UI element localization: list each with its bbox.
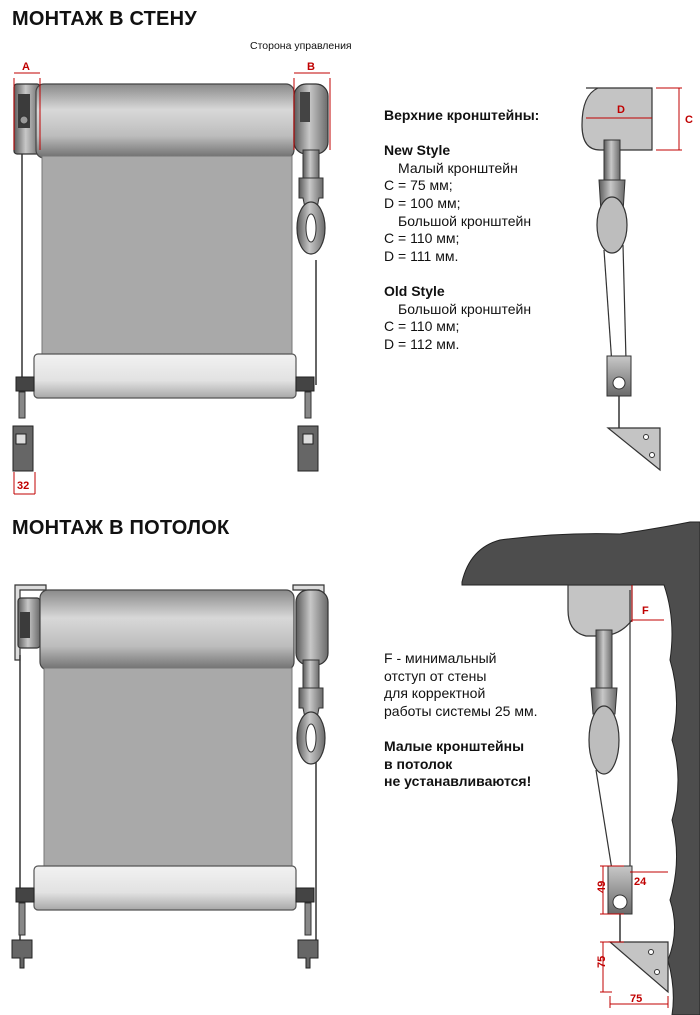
warning-line-2: в потолок [384, 755, 453, 772]
warning-line-1: Малые кронштейны [384, 738, 525, 754]
dim-75-vertical: 75 [596, 955, 608, 968]
ceiling-wall-section [462, 522, 700, 1015]
new-small-c: C = 75 мм; [384, 177, 453, 194]
brackets-heading: Верхние кронштейны: [384, 107, 540, 123]
warning-line-3: не устанавливаются! [384, 773, 532, 790]
new-style-label: New Style [384, 142, 451, 159]
ceiling-control-mechanism [296, 590, 328, 665]
f-note-line-3: для корректной [384, 685, 486, 702]
f-note-line-4: работы системы 25 мм. [384, 702, 538, 719]
control-mechanism [294, 84, 328, 154]
old-style-label: Old Style [384, 282, 445, 299]
old-large-d: D = 112 мм. [384, 335, 460, 352]
wall-mount-blind [13, 84, 328, 471]
left-lower-clip [13, 426, 33, 471]
ceiling-roller-tube [40, 590, 294, 670]
ceiling-blind-fabric [44, 668, 292, 868]
new-large-c: C = 110 мм; [384, 230, 460, 247]
control-side-label: Сторона управления [250, 40, 352, 52]
dim-d: D [617, 104, 625, 116]
ceiling-mount-blind [12, 585, 328, 968]
dim-24: 24 [634, 876, 647, 888]
left-floor-clip [12, 940, 32, 968]
f-note-line-1: F - минимальный [384, 650, 497, 666]
right-floor-clip [298, 940, 318, 968]
new-small-d: D = 100 мм; [384, 194, 461, 211]
dim-49: 49 [596, 880, 608, 893]
ceiling-bottom-bar [34, 866, 296, 910]
new-large-d: D = 111 мм. [384, 247, 459, 264]
old-large-bracket: Большой кронштейн [398, 300, 532, 317]
dim-32: 32 [17, 480, 30, 492]
dim-c: C [685, 114, 693, 126]
blind-fabric [42, 156, 292, 356]
dim-a: A [22, 61, 30, 73]
dim-75-horizontal: 75 [630, 993, 643, 1005]
new-small-bracket: Малый кронштейн [398, 159, 518, 176]
dim-b: B [307, 61, 315, 73]
lower-bracket [608, 428, 660, 470]
wall-mount-title: МОНТАЖ В СТЕНУ [12, 8, 197, 30]
bottom-bar [34, 354, 296, 398]
old-large-c: C = 110 мм; [384, 318, 460, 335]
f-note-line-2: отступ от стены [384, 667, 487, 684]
new-large-bracket: Большой кронштейн [398, 212, 532, 229]
ceiling-top-bracket [568, 585, 632, 636]
roller-tube [36, 84, 294, 158]
right-lower-clip [298, 426, 318, 471]
ceiling-floor-bracket [610, 942, 668, 992]
dim-f: F [642, 605, 649, 617]
bracket-side-view [582, 88, 660, 470]
ceiling-mount-title: МОНТАЖ В ПОТОЛОК [12, 517, 230, 539]
